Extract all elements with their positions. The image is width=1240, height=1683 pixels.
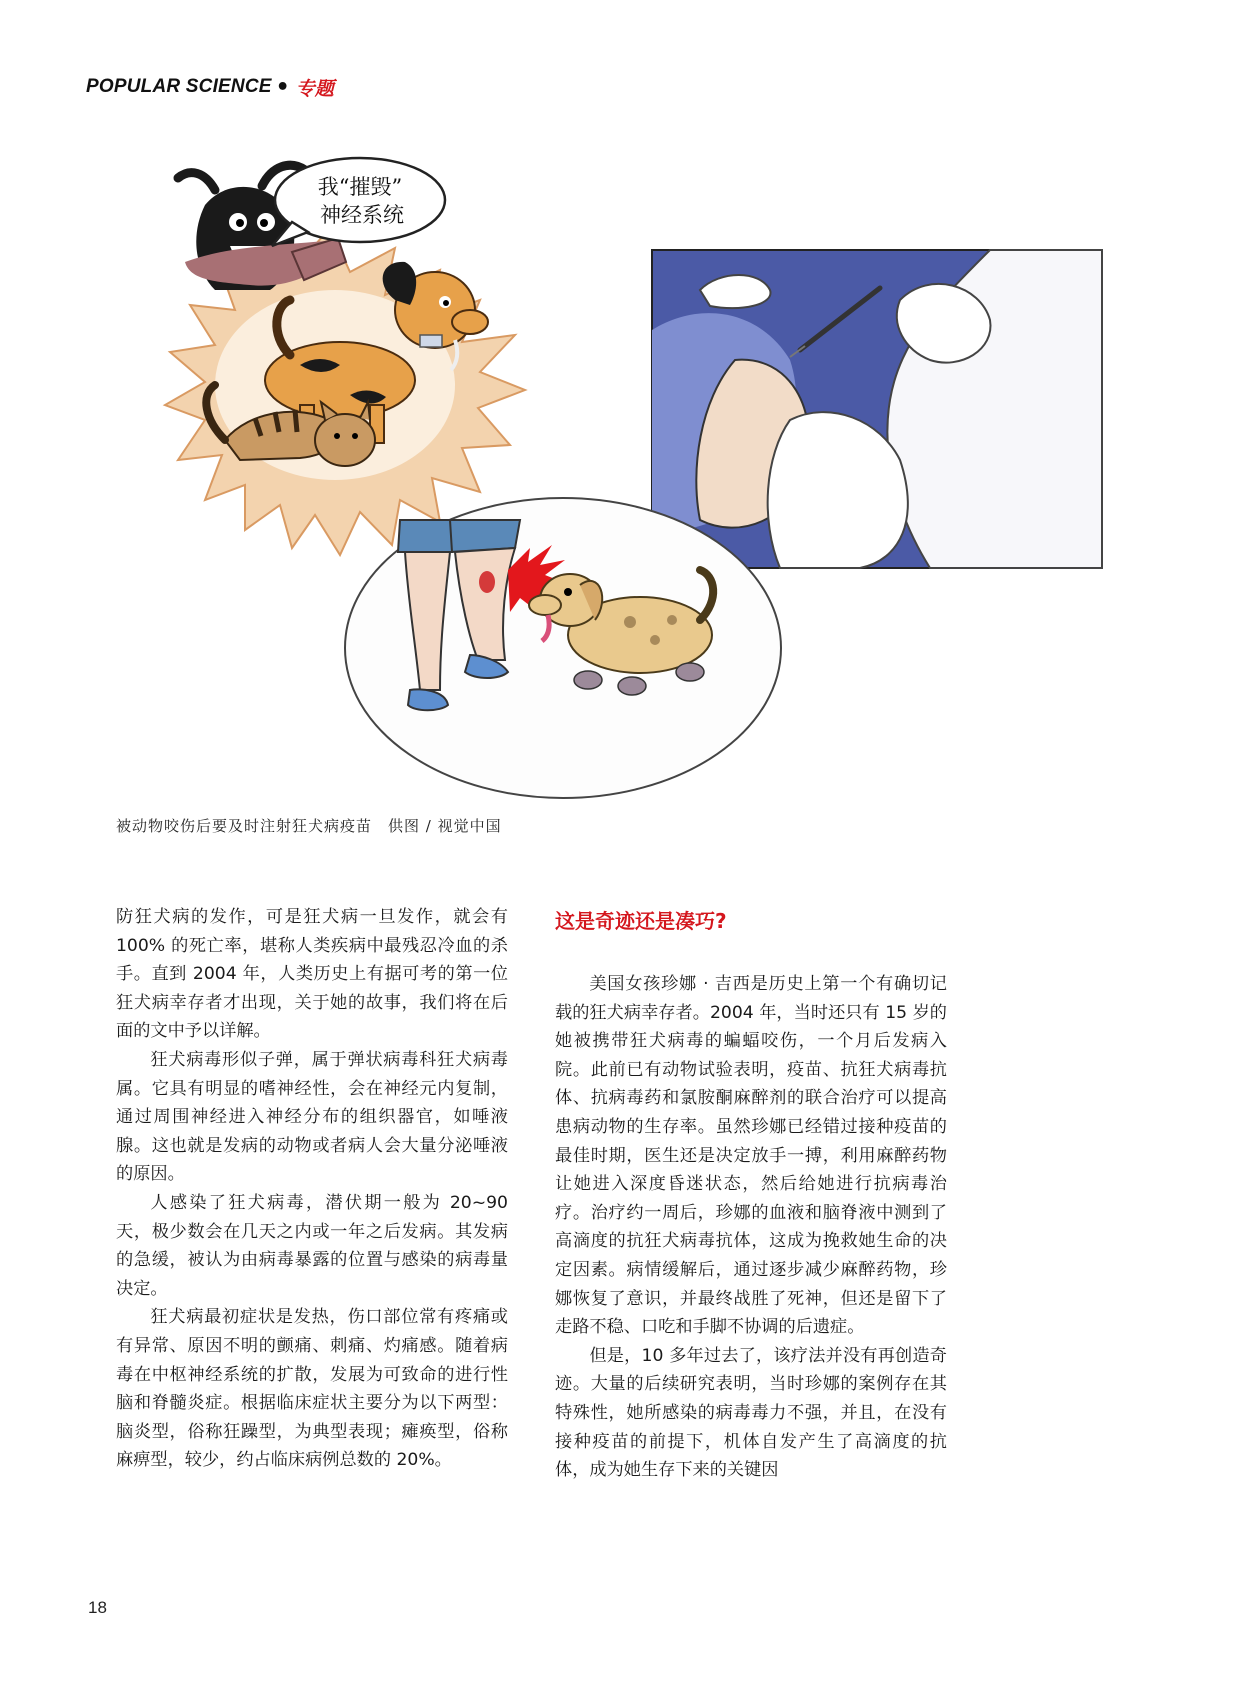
- left-column: [116, 903, 508, 1475]
- bite-panel: [345, 498, 781, 798]
- rabies-illustration: [0, 0, 1240, 800]
- injection-panel: [652, 250, 1102, 568]
- paragraph: 狂犬病最初症状是发热，伤口部位常有疼痛或有异常、原因不明的颤痛、刺痛、灼痛感。随着病毒在中枢神经系统的扩散，发展为可致命的进行性脑和脊髓炎症。根据临床症状主要分为以下两型：脑炎型，俗称狂躁型，为典型表现；瘫痪型，俗称麻痹型，较少，约占临床病例总数的 20%。: [116, 1307, 508, 1471]
- speech-bubble: [272, 158, 445, 246]
- right-column: [555, 970, 947, 1485]
- speech-line-1: 我“摧毁”: [317, 175, 403, 199]
- paragraph: 美国女孩珍娜 · 吉西是历史上第一个有确切记载的狂犬病幸存者。2004 年，当时还只有 15 岁的她被携带狂犬病毒的蝙蝠咬伤，一个月后发病入院。此前已有动物试验表明，疫苗、抗狂犬病毒抗体、抗病毒药和氯胺酮麻醉剂的联合治疗可以提高患病动物的生存率。虽然珍娜已经错过接种疫苗的最佳时期，医生还是决定放手一搏，利用麻醉药物让她进入深度昏迷状态，然后给她进行抗病毒治疗。治疗约一周后，珍娜的血液和脑脊液中测到了高滴度的抗狂犬病毒抗体，这成为挽救她生命的决定因素。病情缓解后，通过逐步减少麻醉药物，珍娜恢复了意识，并最终战胜了死神，但还是留下了走路不稳、口吃和手脚不协调的后遗症。: [555, 974, 947, 1338]
- page-number: 18: [88, 1598, 107, 1617]
- paragraph: 人感染了狂犬病毒，潜伏期一般为 20~90 天，极少数会在几天之内或一年之后发病。其发病的急缓，被认为由病毒暴露的位置与感染的病毒量决定。: [116, 1192, 508, 1299]
- figure-caption: 被动物咬伤后要及时注射狂犬病疫苗 供图 / 视觉中国: [116, 817, 502, 835]
- paragraph: 但是，10 多年过去了，该疗法并没有再创造奇迹。大量的后续研究表明，当时珍娜的案例存在其特殊性，她所感染的病毒毒力不强，并且，在没有接种疫苗的前提下，机体自发产生了高滴度的抗体，成为她生存下来的关键因: [555, 1345, 947, 1481]
- paragraph: 防狂犬病的发作，可是狂犬病一旦发作，就会有 100% 的死亡率，堪称人类疾病中最残忍冷血的杀手。直到 2004 年，人类历史上有据可考的第一位狂犬病幸存者才出现，关于她的故事，我们将在后面的文中予以详解。: [116, 907, 508, 1042]
- section-label: 专题: [295, 77, 334, 100]
- speech-line-2: 神经系统: [320, 203, 404, 227]
- section-heading: 这是奇迹还是凑巧?: [555, 909, 727, 933]
- magazine-brand: POPULAR SCIENCE: [86, 76, 272, 97]
- paragraph: 狂犬病毒形似子弹，属于弹状病毒科狂犬病毒属。它具有明显的嗜神经性，会在神经元内复制，通过周围神经进入神经分布的组织器官，如唾液腺。这也就是发病的动物或者病人会大量分泌唾液的原因。: [116, 1049, 508, 1185]
- header-separator: •: [275, 74, 290, 100]
